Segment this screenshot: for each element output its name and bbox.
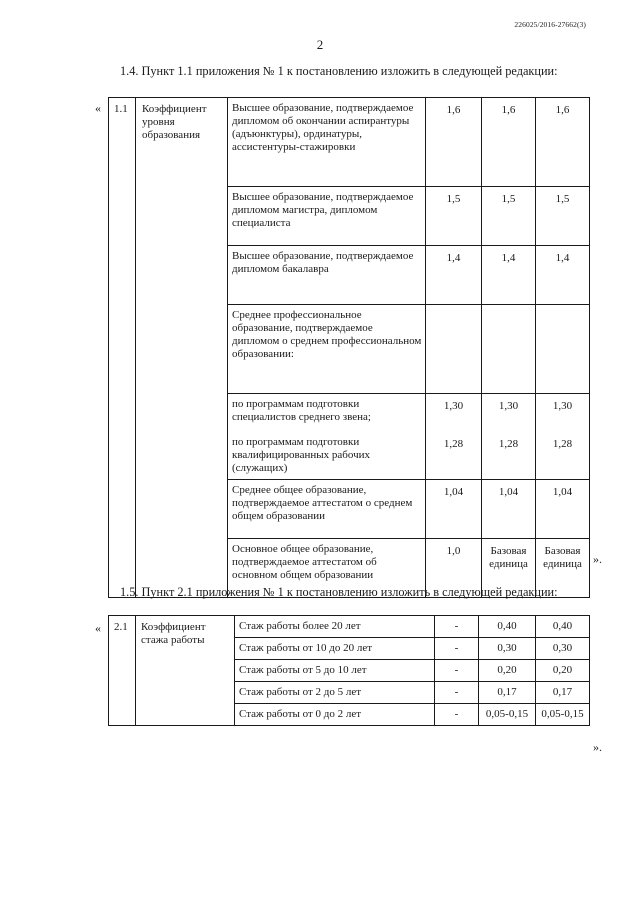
value-cell: 1,6 xyxy=(482,98,536,187)
education-level-cell xyxy=(228,394,426,480)
value-cell: 1,4 xyxy=(482,246,536,305)
row-number-cell: 1.1 xyxy=(109,98,136,598)
experience-range-cell: Стаж работы от 2 до 5 лет xyxy=(235,682,435,704)
education-level-cell: Высшее образование, подтверждаемое дипломом бакалавра xyxy=(228,246,426,305)
value-cell: Базовая единица xyxy=(536,539,590,598)
value-cell: 1,04 xyxy=(536,480,590,539)
section-2-open-quote: « xyxy=(95,621,101,635)
value-text: 1,30 xyxy=(498,400,519,412)
value-cell xyxy=(536,394,590,480)
table-row xyxy=(109,616,590,638)
value-cell: 0,30 xyxy=(479,638,536,660)
education-level-cell: Высшее образование, подтверждаемое дипломом об окончании аспирантуры (адъюнктуры), ординатуры, ассистентуры-стажировки xyxy=(228,98,426,187)
value-cell: 0,20 xyxy=(536,660,590,682)
experience-range-cell: Стаж работы от 5 до 10 лет xyxy=(235,660,435,682)
experience-range-cell: Стаж работы более 20 лет xyxy=(235,616,435,638)
coefficient-name-cell: Коэффициент уровня образования xyxy=(136,98,228,598)
value-cell: Базовая единица xyxy=(482,539,536,598)
section-1-close-quote: ». xyxy=(593,552,602,566)
sub-entry-text: по программам подготовки квалифицированных рабочих (служащих) xyxy=(232,436,370,474)
value-cell: 1,5 xyxy=(482,187,536,246)
value-text: 1,28 xyxy=(498,438,519,450)
value-text: 1,30 xyxy=(552,400,573,412)
education-coefficient-table xyxy=(108,97,590,598)
section-1-heading: 1.4. Пункт 1.1 приложения № 1 к постановлению изложить в следующей редакции: xyxy=(120,64,558,78)
value-cell xyxy=(482,305,536,394)
value-cell: - xyxy=(435,660,479,682)
section-2-heading: 1.5. Пункт 2.1 приложения № 1 к постановлению изложить в следующей редакции: xyxy=(120,585,558,599)
value-cell: 0,17 xyxy=(536,682,590,704)
value-cell: 0,30 xyxy=(536,638,590,660)
education-level-cell: Высшее образование, подтверждаемое дипломом магистра, дипломом специалиста xyxy=(228,187,426,246)
section-2-close-quote: ». xyxy=(593,740,602,754)
experience-range-cell: Стаж работы от 10 до 20 лет xyxy=(235,638,435,660)
value-cell: 0,05-0,15 xyxy=(479,704,536,726)
value-cell xyxy=(536,305,590,394)
value-text: 1,30 xyxy=(443,400,464,412)
value-text: 1,28 xyxy=(443,438,464,450)
value-cell: 0,17 xyxy=(479,682,536,704)
work-experience-coefficient-table xyxy=(108,615,590,726)
value-cell: 1,04 xyxy=(426,480,482,539)
page-number: 2 xyxy=(316,37,324,52)
value-cell: 1,6 xyxy=(426,98,482,187)
value-cell: 1,5 xyxy=(536,187,590,246)
value-cell: - xyxy=(435,638,479,660)
value-cell: 1,6 xyxy=(536,98,590,187)
value-cell: 0,20 xyxy=(479,660,536,682)
document-registration-number: 226025/2016-27662(3) xyxy=(514,20,586,29)
education-level-cell: Среднее профессиональное образование, подтверждаемое дипломом о среднем профессиональном образовании: xyxy=(228,305,426,394)
sub-entry-text: по программам подготовки специалистов среднего звена; xyxy=(232,398,371,423)
value-cell: 0,40 xyxy=(479,616,536,638)
value-cell: 1,5 xyxy=(426,187,482,246)
section-1-open-quote: « xyxy=(95,101,101,115)
value-cell: - xyxy=(435,682,479,704)
row-number-cell: 2.1 xyxy=(109,616,136,726)
value-cell: 1,0 xyxy=(426,539,482,598)
value-cell: 0,05-0,15 xyxy=(536,704,590,726)
education-level-cell: Среднее общее образование, подтверждаемое аттестатом о среднем общем образовании xyxy=(228,480,426,539)
value-text: 1,28 xyxy=(552,438,573,450)
table-row xyxy=(109,98,590,187)
value-cell xyxy=(426,305,482,394)
value-cell: 1,4 xyxy=(426,246,482,305)
value-cell: - xyxy=(435,616,479,638)
value-cell xyxy=(482,394,536,480)
value-cell: 1,04 xyxy=(482,480,536,539)
coefficient-name-cell: Коэффициент стажа работы xyxy=(136,616,235,726)
value-cell xyxy=(426,394,482,480)
value-cell: - xyxy=(435,704,479,726)
value-cell: 0,40 xyxy=(536,616,590,638)
education-level-cell: Основное общее образование, подтверждаемое аттестатом об основном общем образовании xyxy=(228,539,426,598)
experience-range-cell: Стаж работы от 0 до 2 лет xyxy=(235,704,435,726)
value-cell: 1,4 xyxy=(536,246,590,305)
